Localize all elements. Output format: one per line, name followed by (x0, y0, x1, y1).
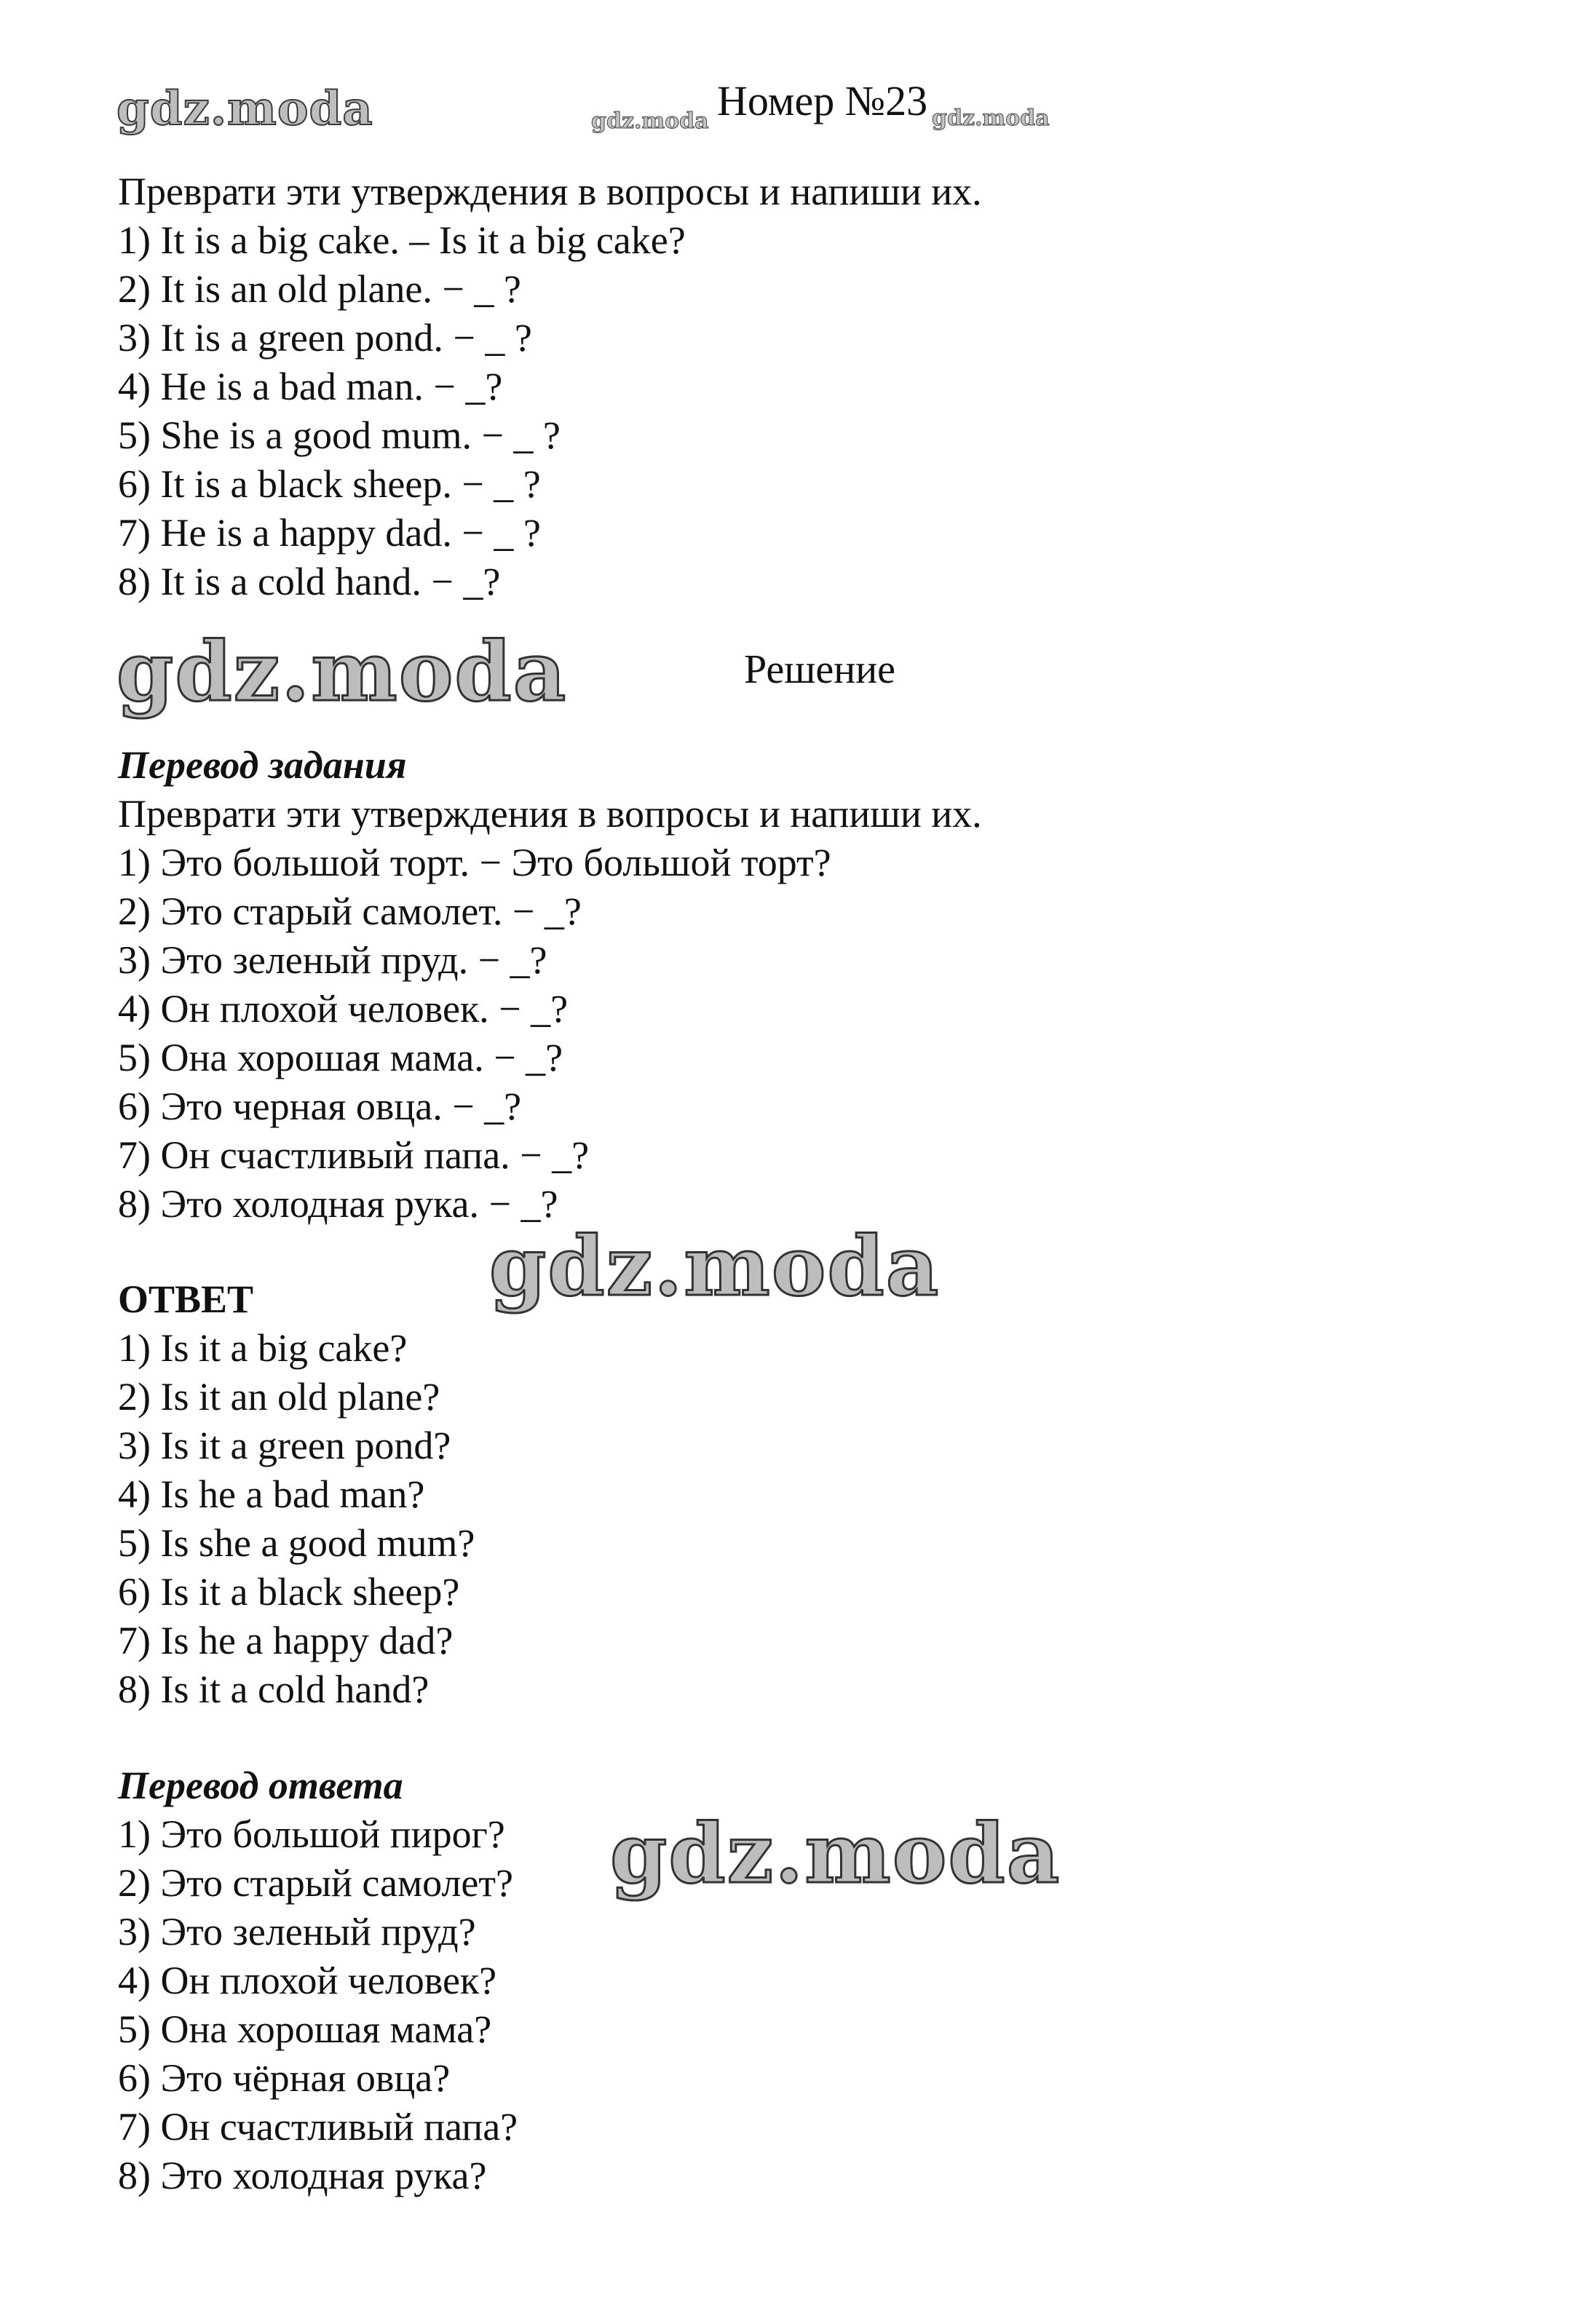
page-title: Номер №23 (717, 77, 928, 124)
translation-task-item: 1) Это большой торт. − Это большой торт? (118, 841, 831, 884)
translation-answer-item: 1) Это большой пирог? (118, 1812, 505, 1856)
translation-answer-item: 7) Он счастливый папа? (118, 2105, 518, 2149)
task-block (118, 167, 982, 606)
answer-item: 1) Is it a big cake? (118, 1326, 408, 1370)
watermark-logo: gdz.moda (116, 82, 373, 136)
task-item: 5) She is a good mum. − _ ? (118, 413, 561, 457)
answer-heading: ОТВЕТ (118, 1277, 254, 1321)
answer-item: 3) Is it a green pond? (118, 1424, 451, 1467)
task-item: 1) It is a big cake. – Is it a big cake? (118, 218, 686, 262)
translation-answer-item: 4) Он плохой человек? (118, 1959, 497, 2002)
answer-item: 7) Is he a happy dad? (118, 1619, 454, 1662)
answer-item: 4) Is he a bad man? (118, 1472, 425, 1516)
answer-item: 5) Is she a good mum? (118, 1521, 475, 1565)
translation-task-item: 5) Она хорошая мама. − _? (118, 1036, 563, 1079)
task-instruction: Преврати эти утверждения в вопросы и напиши их. (118, 170, 982, 213)
answer-block (118, 1275, 475, 1714)
translation-answer-item: 6) Это чёрная овца? (118, 2056, 451, 2100)
translation-task-item: 2) Это старый самолет. − _? (118, 889, 582, 933)
task-item: 3) It is a green pond. − _ ? (118, 316, 532, 360)
watermark-logo: gdz.moda (932, 106, 1050, 131)
translation-task-item: 6) Это черная овца. − _? (118, 1084, 522, 1128)
task-item: 6) It is a black sheep. − _ ? (118, 462, 541, 506)
translation-task-item: 4) Он плохой человек. − _? (118, 987, 569, 1031)
translation-answer-item: 2) Это старый самолет? (118, 1861, 513, 1905)
watermark-logo: gdz.moda (591, 108, 709, 134)
translation-answer-item: 3) Это зеленый пруд? (118, 1910, 476, 1954)
task-item: 8) It is a cold hand. − _? (118, 560, 501, 603)
answer-item: 2) Is it an old plane? (118, 1375, 440, 1419)
translation-task-item: 8) Это холодная рука. − _? (118, 1182, 558, 1226)
watermark-logo: gdz.moda (610, 1807, 1061, 1902)
answer-item: 6) Is it a black sheep? (118, 1570, 460, 1614)
answer-item: 8) Is it a cold hand? (118, 1667, 430, 1711)
translation-answer-item: 8) Это холодная рука? (118, 2154, 487, 2197)
translation-task-block (118, 741, 982, 1229)
task-item: 7) He is a happy dad. − _ ? (118, 511, 541, 555)
watermark-logo: gdz.moda (116, 624, 568, 720)
translation-task-item: 3) Это зеленый пруд. − _? (118, 938, 547, 982)
translation-answer-heading: Перевод ответа (118, 1764, 403, 1807)
translation-task-instruction: Преврати эти утверждения в вопросы и напиши их. (118, 792, 982, 836)
watermark-logo: gdz.moda (489, 1219, 941, 1314)
translation-answer-block (118, 1761, 518, 2200)
task-item: 2) It is an old plane. − _ ? (118, 267, 521, 311)
translation-answer-item: 5) Она хорошая мама? (118, 2007, 492, 2051)
solution-heading: Решение (744, 647, 896, 692)
translation-task-heading: Перевод задания (118, 743, 407, 787)
task-item: 4) He is a bad man. − _? (118, 365, 503, 408)
translation-task-item: 7) Он счастливый папа. − _? (118, 1133, 590, 1177)
